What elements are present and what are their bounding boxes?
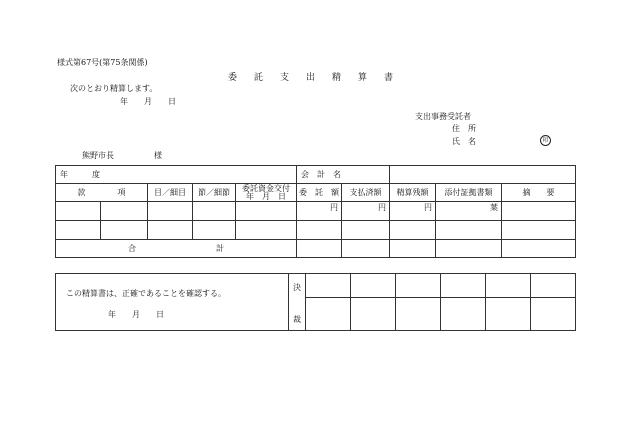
header-setsu: 節／細節 [193,184,236,202]
item-cell[interactable] [101,221,148,240]
approval-row-top [56,274,576,298]
confirmation-cell [56,274,289,331]
table-row [56,221,576,240]
table-row [56,202,576,221]
total-label: 合 計 [128,244,224,253]
fiscal-year-cell[interactable] [56,166,297,184]
settlement-table [55,165,576,258]
approval-title-cell[interactable] [351,274,396,298]
document-title: 委託支出精算書 [228,73,411,83]
approval-stamp-cell[interactable] [351,298,396,331]
header-item: 款 項 [56,184,148,202]
approval-title-cell[interactable] [486,274,531,298]
account-label-cell [297,166,390,184]
unit-yen: 円 [378,203,386,212]
summary-cell[interactable] [502,221,576,240]
total-label-cell [56,240,297,258]
approval-label-cell [289,274,306,331]
paid-cell[interactable] [342,202,390,221]
moku-cell[interactable] [148,221,193,240]
account-name-cell[interactable] [390,166,576,184]
header-grant-date-line1: 委託資金交付 [242,183,290,193]
moku-cell[interactable] [148,202,193,221]
total-docs-cell[interactable] [436,240,502,258]
account-label: 会 計 名 [301,170,341,179]
seal-icon: 印 [540,135,551,146]
approval-stamp-cell[interactable] [441,298,486,331]
form-number: 様式第67号(第75条関係) [57,58,148,67]
total-paid-cell[interactable] [342,240,390,258]
header-commission-amount: 委 託 額 [297,184,342,202]
docs-cell[interactable] [436,221,502,240]
approval-title-cell[interactable] [396,274,441,298]
grant-date-cell[interactable] [236,221,297,240]
consignee-title: 支出事務受託者 [415,112,471,121]
header-remaining: 精算残額 [390,184,436,202]
commission-cell[interactable] [297,221,342,240]
approval-title-cell[interactable] [441,274,486,298]
header-summary: 摘 要 [502,184,576,202]
name-label: 氏 名 [452,137,476,146]
seal-mark [540,135,551,146]
total-row [56,240,576,258]
intro-text: 次のとおり精算します。 [70,84,158,93]
total-summary-cell[interactable] [502,240,576,258]
header-grant-date-line2: 年 月 日 [246,191,286,201]
total-commission-cell[interactable] [297,240,342,258]
header-attached-docs: 添付証拠書類 [436,184,502,202]
unit-sheets: 葉 [490,203,498,212]
addressee: 熊野市長 様 [82,151,162,160]
grant-date-cell[interactable] [236,202,297,221]
approval-stamp-cell[interactable] [306,298,351,331]
unit-yen: 円 [424,203,432,212]
document-date: 年 月 日 [120,97,176,106]
paid-cell[interactable] [342,221,390,240]
approval-stamp-cell[interactable] [531,298,576,331]
confirmation-table [55,273,576,331]
header-grant-date [236,184,297,202]
approval-label-top: 決 [293,283,301,292]
address-label: 住 所 [452,124,476,133]
unit-yen: 円 [330,203,338,212]
approval-stamp-cell[interactable] [486,298,531,331]
commission-cell[interactable] [297,202,342,221]
column-header-row [56,184,576,202]
approval-title-cell[interactable] [531,274,576,298]
item-cell[interactable] [56,221,101,240]
approval-label-bottom: 裁 [293,315,301,324]
item-cell[interactable] [101,202,148,221]
remaining-cell[interactable] [390,221,436,240]
header-moku: 目／細目 [148,184,193,202]
item-cell[interactable] [56,202,101,221]
header-row-fiscal [56,166,576,184]
fiscal-year-label: 年 度 [60,170,100,179]
confirmation-date: 年 月 日 [108,310,164,319]
approval-stamp-cell[interactable] [396,298,441,331]
total-remaining-cell[interactable] [390,240,436,258]
docs-cell[interactable] [436,202,502,221]
confirmation-text: この精算書は、正確であることを確認する。 [66,289,226,298]
summary-cell[interactable] [502,202,576,221]
remaining-cell[interactable] [390,202,436,221]
setsu-cell[interactable] [193,221,236,240]
header-paid-amount: 支払済額 [342,184,390,202]
approval-title-cell[interactable] [306,274,351,298]
setsu-cell[interactable] [193,202,236,221]
